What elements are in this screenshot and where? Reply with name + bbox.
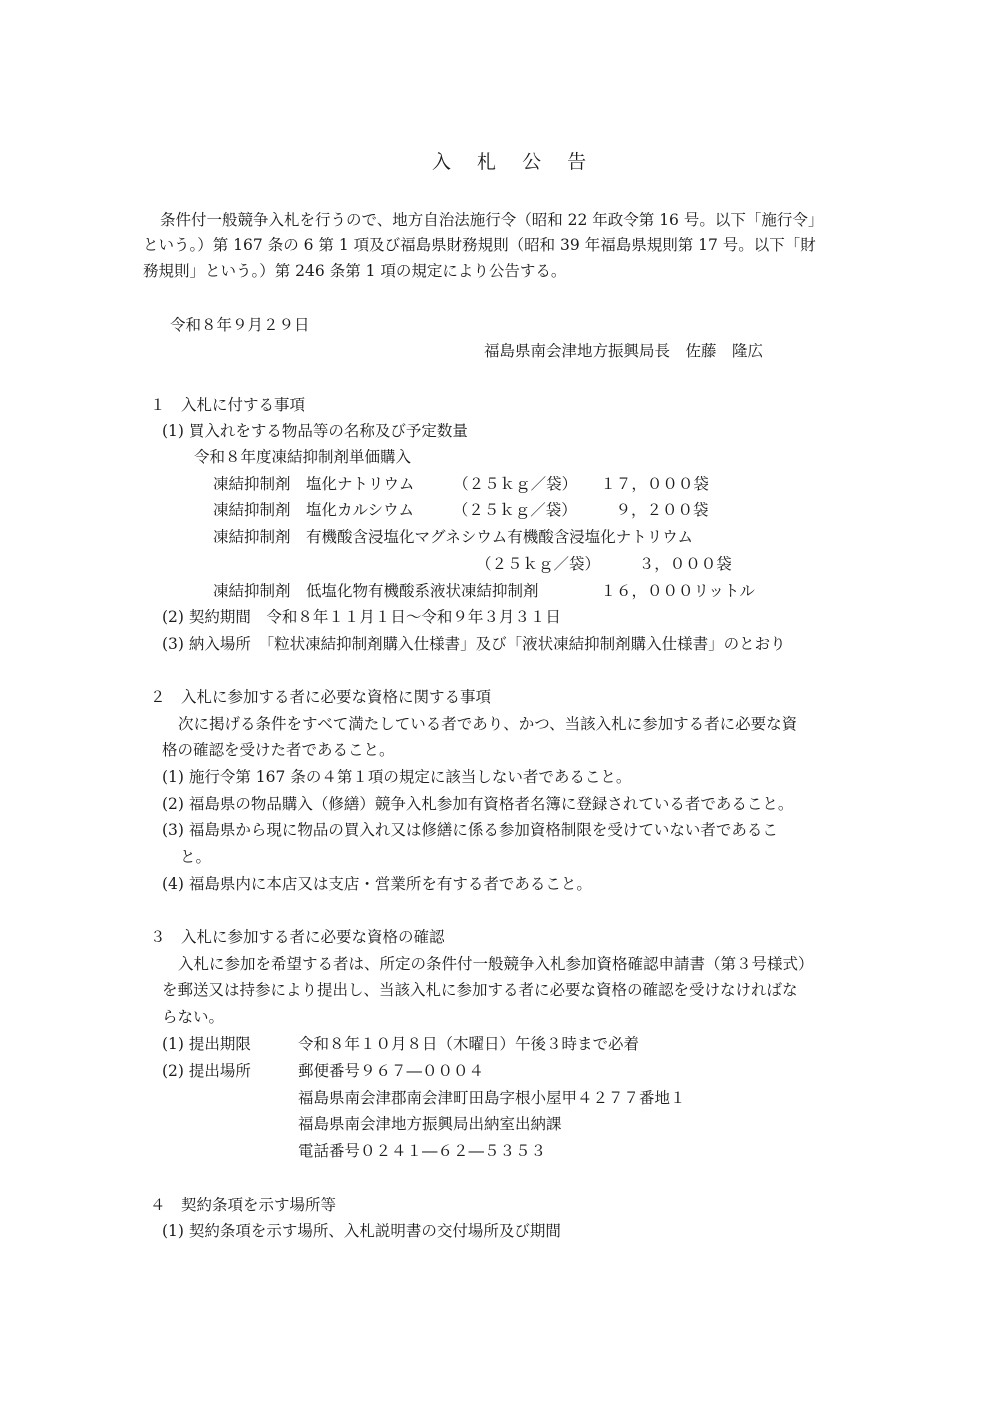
qualification-item: (4) 福島県内に本店又は支店・営業所を有する者であること。 [162, 875, 592, 893]
section-heading: １ 入札に付する事項 [150, 396, 306, 414]
intro-line: 条件付一般競争入札を行うので、地方自治法施行令（昭和 22 年政令第 16 号。以下「施行令」 [160, 211, 824, 229]
qualification-item: (1) 施行令第 167 条の４第１項の規定に該当しない者であること。 [162, 768, 632, 786]
item-heading: (1) 買入れをする物品等の名称及び予定数量 [162, 422, 468, 440]
section-body-line: 入札に参加を希望する者は、所定の条件付一般競争入札参加資格確認申請書（第３号様式） [178, 955, 814, 973]
issuer-signature: 福島県南会津地方振興局長 佐藤 隆広 [484, 342, 764, 360]
notice-date: 令和８年９月２９日 [170, 316, 310, 334]
item-heading: (1) 契約条項を示す場所、入札説明書の交付場所及び期間 [162, 1222, 561, 1240]
goods-line: （２５ｋｇ／袋） ３，０００袋 [476, 555, 732, 573]
section-heading: ２ 入札に参加する者に必要な資格に関する事項 [150, 688, 492, 706]
qualification-item: (3) 福島県から現に物品の買入れ又は修繕に係る参加資格制限を受けていない者であるこ [162, 821, 778, 839]
contract-period: (2) 契約期間 令和８年１１月１日～令和９年３月３１日 [162, 608, 561, 626]
section-body-line: 格の確認を受けた者であること。 [162, 741, 395, 759]
qualification-item-cont: と。 [180, 848, 212, 866]
submission-place-label: (2) 提出場所 [162, 1062, 251, 1080]
address-line: 郵便番号９６７―０００４ [298, 1062, 485, 1080]
goods-line: 凍結抑制剤 塩化ナトリウム （２５ｋｇ／袋） １７，０００袋 [213, 475, 709, 493]
deadline-label: (1) 提出期限 [162, 1035, 251, 1053]
section-body-line: 次に掲げる条件をすべて満たしている者であり、かつ、当該入札に参加する者に必要な資 [178, 715, 798, 733]
goods-line: 凍結抑制剤 低塩化物有機酸系液状凍結抑制剤 １６，０００リットル [213, 582, 755, 600]
section-heading: ４ 契約条項を示す場所等 [150, 1196, 337, 1214]
phone-number: 電話番号０２４１―６２―５３５３ [298, 1142, 547, 1160]
document-title: 入 札 公 告 [432, 151, 589, 173]
section-heading: ３ 入札に参加する者に必要な資格の確認 [150, 928, 445, 946]
goods-line: 凍結抑制剤 塩化カルシウム （２５ｋｇ／袋） ９，２００袋 [213, 501, 709, 519]
intro-line: という。）第 167 条の 6 第 1 項及び福島県財務規則（昭和 39 年福島県規則第 17 号。以下「財 [143, 236, 816, 254]
section-body-line: を郵送又は持参により提出し、当該入札に参加する者に必要な資格の確認を受けなければな [162, 981, 798, 999]
section-body-line: らない。 [162, 1008, 225, 1026]
deadline-value: 令和８年１０月８日（木曜日）午後３時まで必着 [298, 1035, 640, 1053]
goods-line: 凍結抑制剤 有機酸含浸塩化マグネシウム有機酸含浸塩化ナトリウム [213, 528, 694, 546]
goods-name: 令和８年度凍結抑制剤単価購入 [194, 448, 412, 466]
intro-line: 務規則」という。）第 246 条第 1 項の規定により公告する。 [143, 262, 567, 280]
qualification-item: (2) 福島県の物品購入（修繕）競争入札参加有資格者名簿に登録されている者であること。 [162, 795, 794, 813]
address-line: 福島県南会津地方振興局出納室出納課 [298, 1115, 562, 1133]
address-line: 福島県南会津郡南会津町田島字根小屋甲４２７７番地１ [298, 1089, 686, 1107]
delivery-place: (3) 納入場所 「粒状凍結抑制剤購入仕様書」及び「液状凍結抑制剤購入仕様書」のとおり [162, 635, 786, 653]
